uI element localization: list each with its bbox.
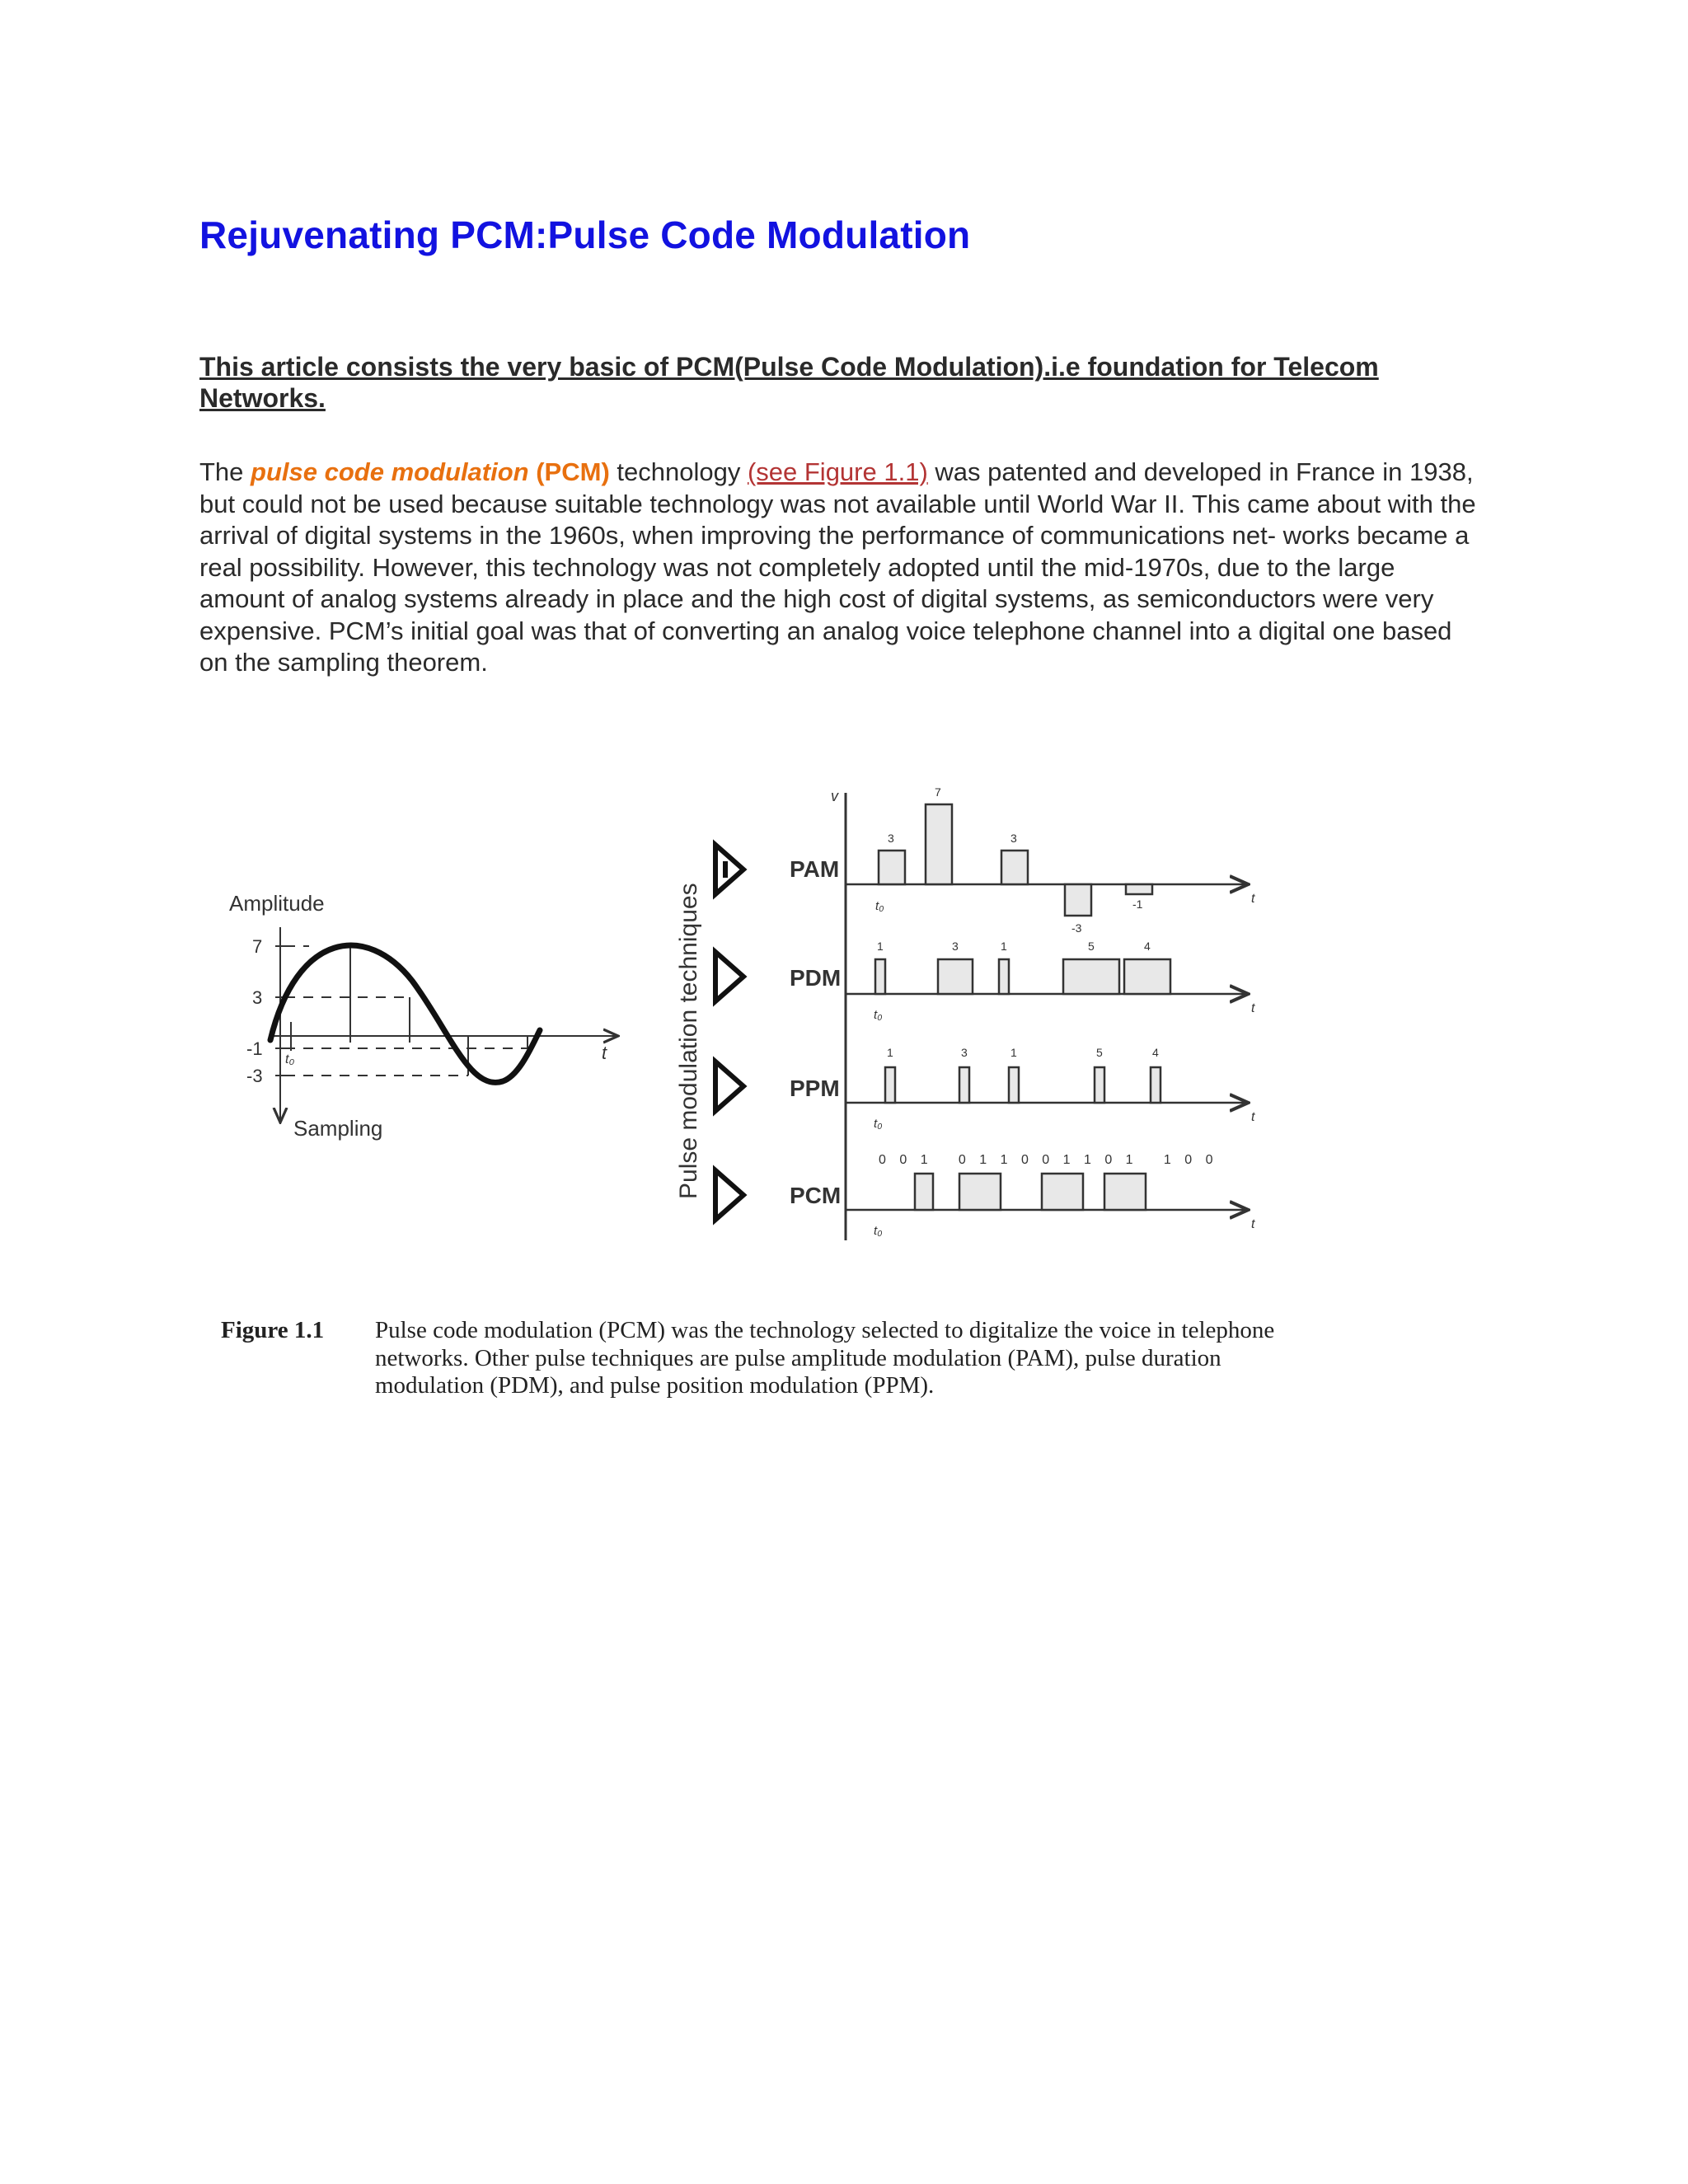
paragraph-mid: technology	[609, 457, 748, 486]
pam-pulse	[1065, 884, 1091, 916]
paragraph-rest: was patented and developed in France in 1938, but could not be used because suitable technology was not available until World War II. This came about with the arrival of digital systems in the 1960s, when improving the performance of communications net- works became a real possibility. However, this technology was not completely adopted until the mid-1970s, due to the large amount of analog systems already in place and the high cost of digital systems, as semiconductors were very expensive. PCM’s initial goal was that of converting an analog voice telephone channel into a digital one based on the sampling theorem.	[199, 457, 1476, 677]
pam-pulses	[879, 804, 1152, 916]
y-tick-minus-1: -1	[246, 1038, 263, 1059]
pam-pulse	[926, 804, 952, 884]
analog-sine-wave	[270, 945, 540, 1082]
ppm-value: 5	[1096, 1046, 1103, 1059]
sampling-t0-label: t₀	[285, 1052, 295, 1066]
pam-value: 7	[935, 785, 941, 799]
y-tick-3: 3	[252, 987, 263, 1008]
ppm-value: 1	[887, 1046, 893, 1059]
pcm-pulse	[959, 1174, 1001, 1210]
pam-value: -1	[1132, 898, 1143, 911]
pulse-rows	[715, 785, 1255, 1240]
paragraph-keyword: pulse code modulation	[251, 457, 529, 486]
paragraph-prefix: The	[199, 457, 251, 486]
ppm-pulse	[1095, 1067, 1104, 1103]
pdm-t0-label: t₀	[874, 1008, 883, 1022]
page-title: Rejuvenating PCM:Pulse Code Modulation	[199, 213, 971, 256]
row-label-pam: PAM	[790, 856, 840, 882]
ppm-value: 4	[1152, 1046, 1159, 1059]
ppm-pulse	[1009, 1067, 1019, 1103]
y-tick-7: 7	[252, 936, 263, 957]
ppm-value: 3	[961, 1046, 968, 1059]
pam-pulse	[1001, 851, 1028, 884]
pam-pulse	[879, 851, 905, 884]
amplitude-label: Amplitude	[229, 891, 325, 916]
ppm-t-label: t	[1251, 1110, 1255, 1124]
pcm-arrow-icon	[715, 1170, 743, 1220]
pdm-pulse	[1124, 959, 1170, 994]
paragraph-abbr: (PCM)	[528, 457, 610, 486]
ppm-t0-label: t₀	[874, 1117, 883, 1131]
pdm-value: 5	[1088, 940, 1095, 953]
pam-value: 3	[1010, 832, 1017, 845]
y-tick-minus-3: -3	[246, 1066, 263, 1086]
pcm-t0-label: t₀	[874, 1224, 883, 1238]
pcm-pulse	[915, 1174, 933, 1210]
row-label-ppm: PPM	[790, 1076, 840, 1101]
pdm-value: 1	[1001, 940, 1007, 953]
row-label-pcm: PCM	[790, 1183, 842, 1208]
pdm-pulse	[999, 959, 1009, 994]
pdm-pulse	[938, 959, 973, 994]
pam-value: -3	[1071, 921, 1082, 935]
pcm-pulse	[1042, 1174, 1083, 1210]
pam-value: 3	[888, 832, 894, 845]
ppm-pulse	[885, 1067, 895, 1103]
pdm-value: 4	[1144, 940, 1151, 953]
pcm-pulse	[1104, 1174, 1146, 1210]
pdm-value: 1	[877, 940, 884, 953]
article-subtitle: This article consists the very basic of PCM(Pulse Code Modulation).i.e foundation for Telecom Networks.	[199, 352, 1379, 413]
pdm-pulse	[875, 959, 885, 994]
caption-text: Pulse code modulation (PCM) was the technology selected to digitalize the voice in telephone networks. Other pulse techniques are pulse amplitude modulation (PAM), pulse duration modulation (PDM), and pulse position modulation (PPM).	[375, 1317, 1275, 1399]
ppm-value: 1	[1010, 1046, 1017, 1059]
v-axis-label: v	[831, 788, 838, 804]
pam-arrow-icon	[715, 845, 743, 894]
figure-link[interactable]: (see Figure 1.1)	[747, 457, 928, 486]
pdm-pulse	[1063, 959, 1119, 994]
ppm-arrow-icon	[715, 1062, 743, 1111]
row-label-pdm: PDM	[790, 965, 842, 991]
pulse-techniques-label: Pulse modulation techniques	[675, 883, 702, 1199]
pcm-bits: 0 0 1 0 1 1 0 0 1 1 0 1 1 0 0	[879, 1153, 1218, 1167]
pam-pulse	[1126, 884, 1152, 894]
sampling-t-label: t	[602, 1043, 607, 1063]
ppm-pulse	[959, 1067, 969, 1103]
pam-t-label: t	[1251, 892, 1255, 906]
pdm-value: 3	[952, 940, 959, 953]
pdm-t-label: t	[1251, 1001, 1255, 1015]
pcm-t-label: t	[1251, 1217, 1255, 1231]
sampling-diagram	[229, 891, 617, 1141]
pam-t0-label: t₀	[875, 899, 884, 913]
sampling-label: Sampling	[293, 1116, 383, 1141]
ppm-pulse	[1151, 1067, 1160, 1103]
caption-label: Figure 1.1	[221, 1317, 325, 1343]
pdm-arrow-icon	[715, 952, 743, 1001]
